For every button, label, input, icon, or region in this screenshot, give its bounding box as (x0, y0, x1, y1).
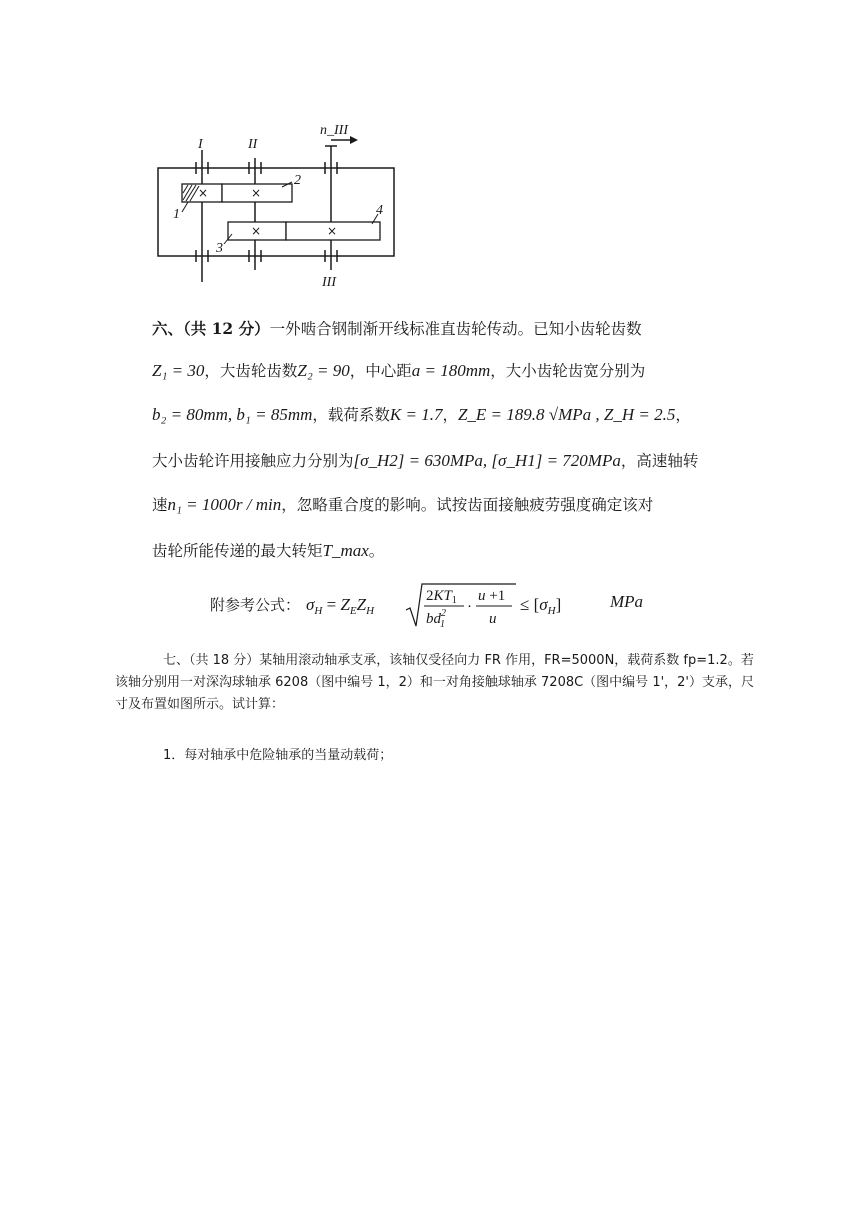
section-7-paragraph: 七、（共 18 分）某轴用滚动轴承支承，该轴仅受径向力 FR 作用，FR=5000N，载荷系数 fp=1.2。若该轴分别用一对深沟球轴承 6208（图中编号 1，2）和一对角接触球轴承 7208C（图中编号 1'，2'）支承，尺寸及布置如图所示。试计算： (115, 653, 755, 712)
svg-text:bd21: $bd^2$ 1 (426, 608, 446, 630)
housing-frame (158, 168, 394, 256)
shaft-label-i: I (198, 137, 203, 152)
section-6-line-1 (152, 316, 642, 342)
svg-text:2KT1: $2KT_1$ (426, 588, 457, 606)
section-6-line-6: 齿轮所能传递的最大转矩T_max。 (152, 541, 385, 560)
shaft-label-iii: III (322, 275, 336, 290)
formula-label: 附参考公式： (210, 596, 301, 614)
formula-expression (306, 580, 586, 630)
shaft-label-n-iii: n_III (320, 123, 348, 138)
section-7 (115, 650, 755, 716)
gear-label-3: 3 (216, 241, 223, 256)
section-7-item-1: 1．每对轴承中危险轴承的当量动载荷； (163, 748, 393, 763)
svg-text:σH = ZEZH: $\sigma_H = Z_EZ_H$ (306, 595, 375, 617)
svg-text:≤ [σH]: ≤ $[\sigma_H]$ (520, 595, 562, 617)
section-6-heading: 六、（共 12 分） (152, 319, 270, 338)
gear-label-2: 2 (294, 173, 301, 188)
gear-diagram-svg (140, 120, 420, 300)
svg-text:·: · (467, 599, 472, 615)
formula-unit: MPa (610, 592, 644, 611)
shaft-label-ii: II (248, 137, 258, 152)
svg-text:×: × (251, 224, 262, 238)
section-6-line-2: Z₁ = 30，大齿轮齿数Z₂ = 90，中心距a = 180mm，大小齿轮齿宽分别为 (152, 361, 646, 380)
svg-text:×: × (198, 186, 209, 200)
svg-text:×: × (327, 224, 338, 238)
svg-text:×: × (251, 186, 262, 200)
section-6-line-4: 大小齿轮许用接触应力分别为[σ_H2] = 630MPa, [σ_H1] = 720MPa，高速轴转 (152, 451, 699, 470)
gear-label-4: 4 (376, 203, 383, 218)
section-6-intro: 一外啮合钢制渐开线标准直齿轮传动。已知小齿轮齿数 (269, 320, 642, 338)
gear-diagram (140, 120, 420, 300)
section-6-line-5: 速n₁ = 1000r / min，忽略重合度的影响。试按齿面接触疲劳强度确定该对 (152, 495, 654, 514)
svg-text:u +1: u +1 (478, 588, 506, 604)
reference-formula (210, 580, 670, 630)
svg-text:u: u (489, 611, 497, 627)
gear-label-1: 1 (173, 207, 180, 222)
section-6-line-3: b₂ = 80mm, b₁ = 85mm，载荷系数K = 1.7，Z_E = 189.8 √MPa , Z_H = 2.5， (152, 405, 691, 424)
